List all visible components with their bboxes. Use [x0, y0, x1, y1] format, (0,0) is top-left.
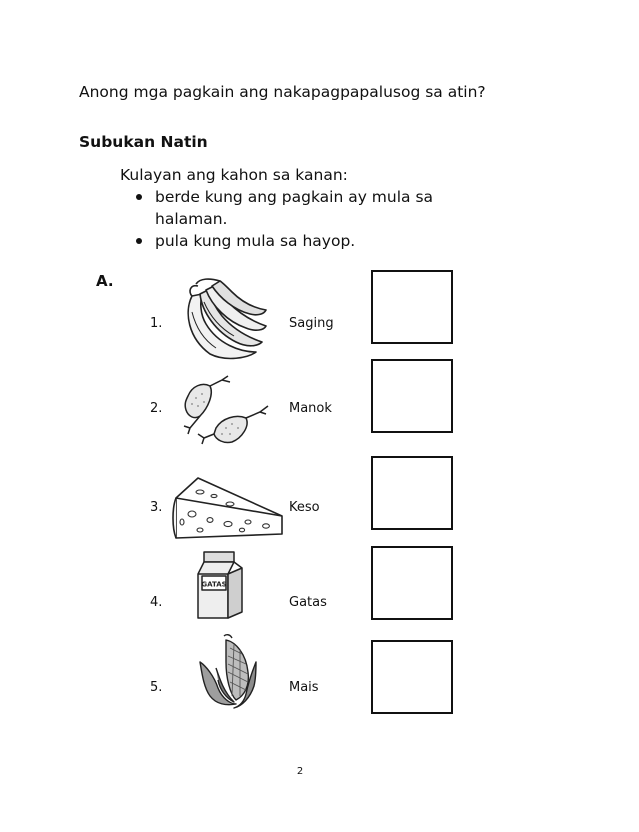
bullet-item-green	[132, 186, 485, 230]
bullet-dot	[136, 238, 142, 244]
color-box-5[interactable]	[371, 640, 453, 714]
section-title: Subukan Natin	[79, 133, 208, 151]
item-number: 2.	[150, 401, 163, 416]
cheese-icon	[170, 472, 286, 548]
question-text: Anong mga pagkain ang nakapagpapalusog sa atin?	[79, 83, 486, 101]
banana-icon	[170, 272, 270, 368]
page-number: 2	[296, 766, 304, 777]
item-number: 5.	[150, 680, 163, 695]
item-number: 4.	[150, 595, 163, 610]
bullet-text: berde kung ang pagkain ay mula sa halaman.	[155, 188, 434, 228]
corn-icon	[196, 632, 260, 716]
item-word: Saging	[289, 316, 334, 331]
instruction-bullets	[132, 186, 485, 252]
item-word: Gatas	[289, 595, 327, 610]
instruction-text: Kulayan ang kahon sa kanan:	[120, 166, 348, 184]
item-word: Keso	[289, 500, 320, 515]
milk-carton-icon	[194, 548, 248, 626]
color-box-1[interactable]	[371, 270, 453, 344]
chicken-drumstick-icon	[170, 372, 282, 454]
part-label: A.	[96, 272, 114, 290]
item-number: 1.	[150, 316, 163, 331]
item-word: Manok	[289, 401, 332, 416]
color-box-3[interactable]	[371, 456, 453, 530]
bullet-item-red	[132, 230, 485, 252]
item-word: Mais	[289, 680, 319, 695]
milk-carton-label: GATAS	[201, 580, 227, 589]
color-box-2[interactable]	[371, 359, 453, 433]
bullet-dot	[136, 194, 142, 200]
bullet-text: pula kung mula sa hayop.	[155, 232, 356, 250]
color-box-4[interactable]	[371, 546, 453, 620]
item-number: 3.	[150, 500, 163, 515]
